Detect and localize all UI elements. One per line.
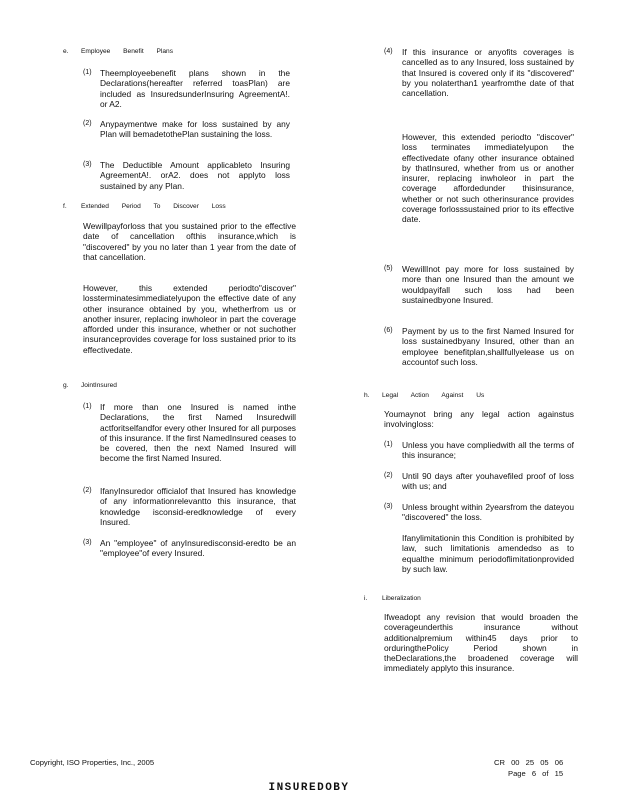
page-number: Page 6 of 15 <box>508 769 564 778</box>
section-g-marker: g. <box>63 382 69 389</box>
item-text: Unless brought within 2yearsfrom the dateyou "discovered" the loss. <box>402 502 574 523</box>
brand-watermark: INSUREDOBY <box>268 782 350 794</box>
item-number: (2) <box>384 472 393 479</box>
item-text: The Deductible Amount applicableto Insuring AgreementA!. orA2. does not applyto loss sustained by any Plan. <box>100 160 290 191</box>
item-number: (2) <box>83 120 92 127</box>
item-number: (3) <box>384 503 393 510</box>
paragraph: Ifanylimitationin this Condition is prohibited by law, such limitationis amendedso as to equalthe minimum periodoflimitationprovided by such law. <box>402 533 574 574</box>
item-text: If more than one Insured is named inthe Declarations, the first Named Insuredwill actforitselfandfor every other Insured for all purposes of this insurance. If the first NamedInsured ceases to be covered, then the next Named Insured will become the first Named Insured. <box>100 402 296 464</box>
copyright: Copyright, ISO Properties, Inc., 2005 <box>30 758 155 767</box>
item-text: Payment by us to the first Named Insured for loss sustainedbyany Insured, other than an employee benefitplan,shallfullyelease us on accountof such loss. <box>402 326 574 367</box>
item-text: Anypaymentwe make for loss sustained by any Plan will bemadetothePlan sustaining the loss. <box>100 119 290 140</box>
item-number: (1) <box>83 403 92 410</box>
item-number: (3) <box>83 539 92 546</box>
item-text: IfanyInsuredor officialof that Insured has knowledge of any informationrelevantto this insurance, that knowledge isconsid-eredknowledge of every Insured. <box>100 486 296 527</box>
form-code: CR 00 25 05 06 <box>494 758 564 767</box>
section-e-heading: Employee Benefit Plans <box>81 48 174 55</box>
item-number: (4) <box>384 48 393 55</box>
item-text: Theemployeebenefit plans shown in the Declarations(hereafter referred toasPlan) are included as InsuredsunderInsuring AgreementA!. or A2. <box>100 68 290 109</box>
section-h-marker: h. <box>364 392 370 399</box>
section-f-heading: Extended Period To Discover Loss <box>81 203 226 210</box>
section-e-marker: e. <box>63 48 69 55</box>
section-f-marker: f. <box>63 203 67 210</box>
item-text: Unless you have compliedwith all the terms of this insurance; <box>402 440 574 461</box>
paragraph: However, this extended periodto"discover" lossterminatesimmediatelyupon the effective date of any other insurance obtained by you, whetherfrom us or another insurer, replacing inwholeor in part the coverage afforded under this insurance, whether or not suchother insuranceprovides coverage for loss sustained prior to its effectivedate. <box>83 283 296 355</box>
item-text: If this insurance or anyofits coverages is cancelled as to any Insured, loss sustained by that Insured is covered only if its "discovered" by you nolaterthan1 yearfromthe date of that cancellation. <box>402 47 574 99</box>
section-i-heading: Liberalization <box>382 595 421 602</box>
item-number: (1) <box>384 441 393 448</box>
item-number: (6) <box>384 327 393 334</box>
item-number: (1) <box>83 69 92 76</box>
item-text: Until 90 days after youhavefiled proof of loss with us; and <box>402 471 574 492</box>
paragraph: Youmaynot bring any legal action againstus involvingloss: <box>384 409 574 430</box>
item-text: However, this extended periodto "discover" loss terminates immediatelyupon the effectivedate ofany other insurance obtained by thatInsured, whether from us or another insurer, replacing inwholeor in part the coverage affordedunder thisinsurance, whether or not such otherinsurance provides coverage forlosssustained prior to its effective date. <box>402 132 574 225</box>
item-number: (5) <box>384 265 393 272</box>
section-i-marker: i. <box>364 595 368 602</box>
item-number: (3) <box>83 161 92 168</box>
item-text: WewillInot pay more for loss sustained by more than one Insured than the amount we wouldpayifall such loss had been sustainedbyone Insured. <box>402 264 574 305</box>
section-g-heading: JointInsured <box>81 382 117 389</box>
paragraph: Wewillpayforloss that you sustained prior to the effective date of cancellation ofthis insurance,which is "discovered" by you no later than 1 year from the date of that cancellation. <box>83 221 296 262</box>
paragraph: Ifweadopt any revision that would broaden the coverageunderthis insurance without additionalpremium within45 days prior to orduringthePolicy Period shown in theDeclarations,the broadened coverage will immediately applyto this insurance. <box>384 612 578 674</box>
item-number: (2) <box>83 487 92 494</box>
section-h-heading: Legal Action Against Us <box>382 392 485 399</box>
item-text: An "employee" of anyInsuredisconsid-eredto be an "employee"of every Insured. <box>100 538 296 559</box>
